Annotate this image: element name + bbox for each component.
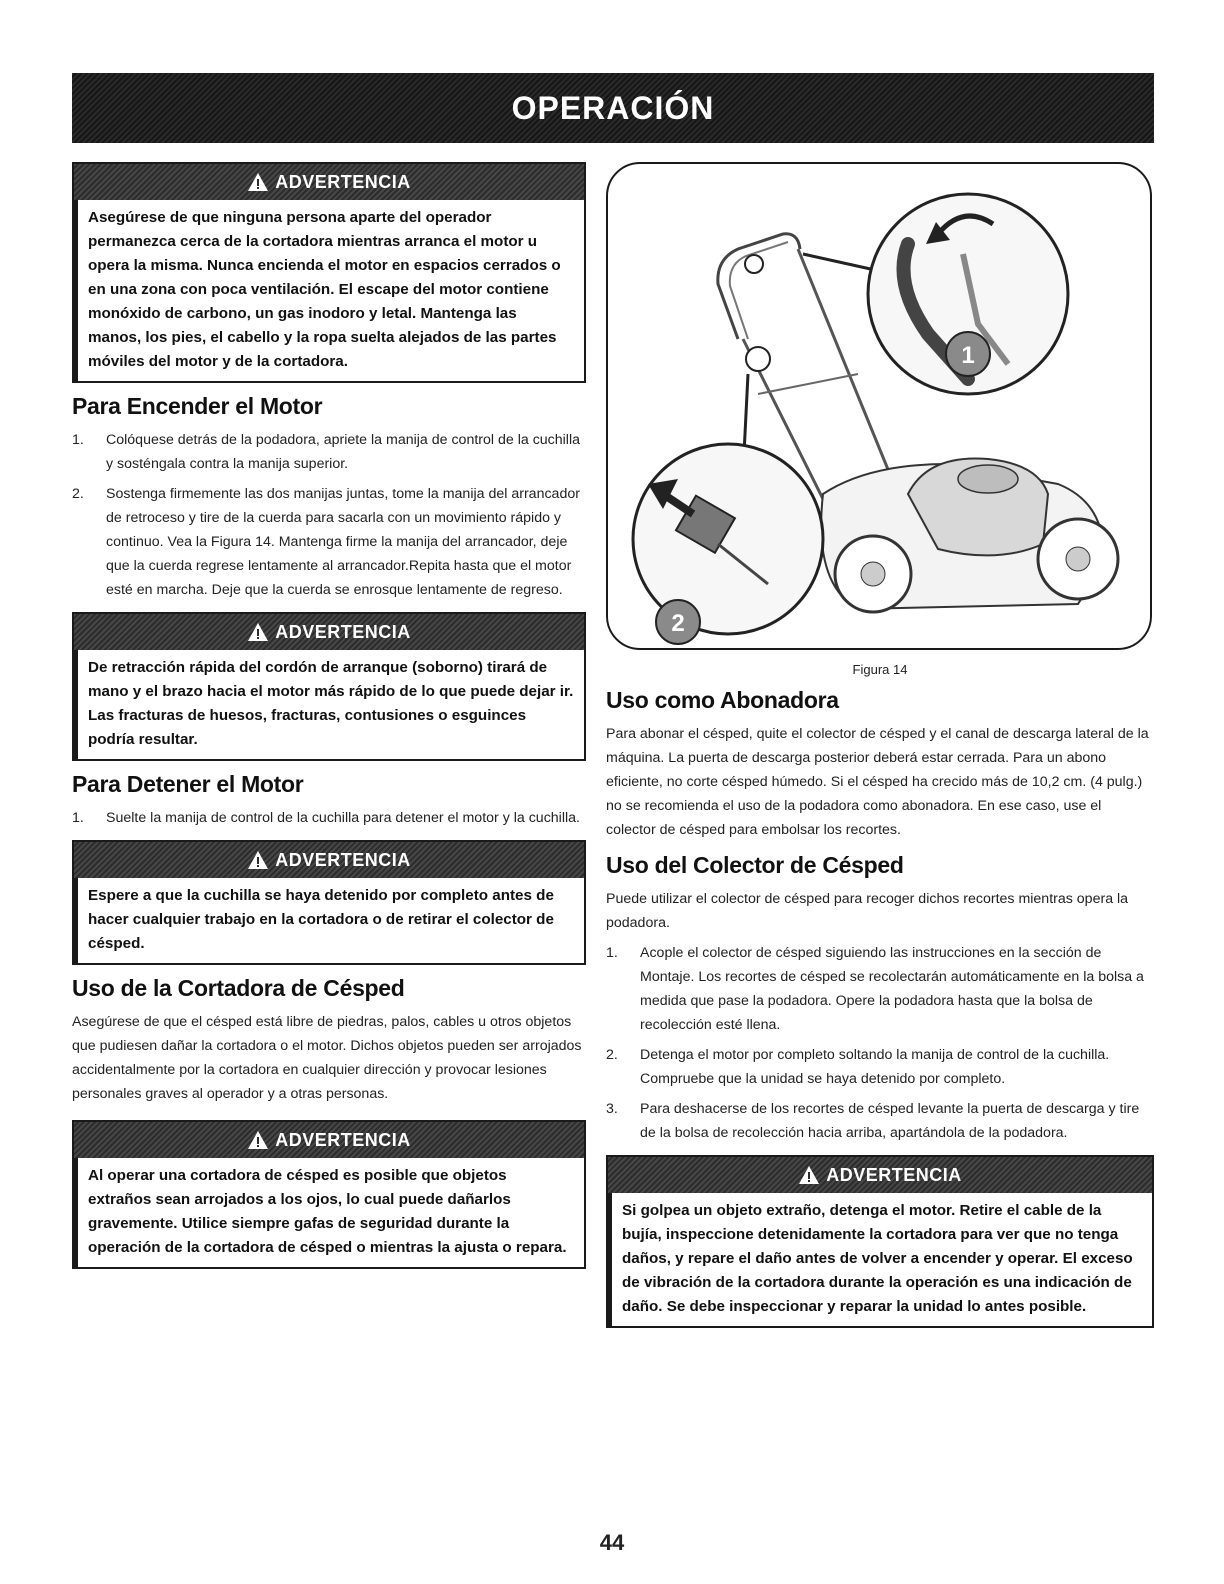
warning-label: ADVERTENCIA	[275, 621, 411, 642]
mulch-heading: Uso como Abonadora	[606, 687, 839, 713]
figure-caption: Figura 14	[852, 662, 908, 677]
bag-heading: Uso del Colector de Césped	[606, 852, 904, 878]
warning-label: ADVERTENCIA	[275, 849, 411, 870]
mulch-text: Para abonar el césped, quite el colector de césped y el canal de descarga lateral de la máquina. La puerta de descarga posterior deberá estar cerrada. Para un abono eficiente, no corte césped húmedo. Si el césped ha crecido más de 10,2 cm. (4 pulg.) no se recomienda el uso de la podadora como abonadora. En ese caso, use el colector de césped para embolsar los recortes.	[606, 726, 1149, 838]
step-number: 2.	[72, 486, 84, 502]
warning-box	[72, 1120, 586, 1269]
callout-number: 2	[671, 610, 685, 637]
warning-box	[606, 1155, 1154, 1328]
warning-triangle-icon	[247, 622, 269, 642]
warning-header	[74, 1122, 584, 1158]
warning-header	[74, 614, 584, 650]
stop-steps-list	[72, 806, 586, 830]
step-number: 1.	[72, 810, 84, 826]
warning-header	[74, 842, 584, 878]
list-item	[72, 428, 586, 476]
page-title: OPERACIÓN	[511, 89, 715, 126]
warning-text: Al operar una cortadora de césped es posible que objetos extraños sean arrojados a los ojos, lo cual puede dañarlos gravemente. Utilice siempre gafas de seguridad durante la operación de la cortadora de césped o mientras la ajusta o repara.	[72, 1158, 584, 1267]
warning-text: Asegúrese de que ninguna persona aparte del operador permanezca cerca de la cortadora mientras arranca el motor u opera la misma. Nunca encienda el motor en espacios cerrados o en una zona con poca ventilación. El escape del motor contiene monóxido de carbono, un gas inodoro y letal. Mantenga las manos, los pies, el cabello y la ropa suelta alejados de las partes móviles del motor y de la cortadora.	[72, 200, 584, 381]
list-item	[606, 1097, 1154, 1145]
step-number: 1.	[606, 945, 618, 961]
stop-engine-heading: Para Detener el Motor	[72, 771, 304, 797]
mower-illustration	[608, 164, 1152, 650]
warning-triangle-icon	[247, 850, 269, 870]
start-steps-list	[72, 428, 586, 602]
bag-steps-list	[606, 941, 1154, 1145]
step-text: Suelte la manija de control de la cuchilla para detener el motor y la cuchilla.	[106, 810, 580, 826]
warning-triangle-icon	[798, 1165, 820, 1185]
step-text: Para deshacerse de los recortes de césped levante la puerta de descarga y tire de la bolsa de recolección hacia arriba, apartándola de la podadora.	[640, 1101, 1140, 1141]
step-number: 1.	[72, 432, 84, 448]
bag-text: Puede utilizar el colector de césped para recoger dichos recortes mientras opera la podadora.	[606, 891, 1129, 931]
mower-use-text: Asegúrese de que el césped está libre de piedras, palos, cables u otros objetos que pudiesen dañar la cortadora o el motor. Dichos objetos pueden ser arrojados accidentalmente por la cortadora en cualquier dirección y provocar lesiones personales graves al operador y a otras personas.	[72, 1014, 582, 1102]
warning-label: ADVERTENCIA	[826, 1164, 962, 1185]
figure-14-illustration	[606, 162, 1152, 650]
warning-text: De retracción rápida del cordón de arranque (soborno) tirará de mano y el brazo hacia el motor más rápido de lo que puede dejar ir. Las fracturas de huesos, fracturas, contusiones o esguinces podría resultar.	[72, 650, 584, 759]
warning-box	[72, 162, 586, 383]
list-item	[606, 941, 1154, 1037]
start-engine-heading: Para Encender el Motor	[72, 393, 323, 419]
callout-number: 1	[961, 342, 975, 369]
list-item	[606, 1043, 1154, 1091]
mower-use-heading: Uso de la Cortadora de Césped	[72, 975, 405, 1001]
step-text: Colóquese detrás de la podadora, apriete la manija de control de la cuchilla y sosténgala contra la manija superior.	[106, 432, 581, 472]
page-number: 44	[599, 1530, 625, 1555]
warning-box	[72, 612, 586, 761]
step-number: 3.	[606, 1101, 618, 1117]
right-column	[606, 162, 1154, 1328]
list-item	[72, 482, 586, 602]
warning-box	[72, 840, 586, 965]
section-banner	[72, 73, 1154, 143]
warning-triangle-icon	[247, 1130, 269, 1150]
warning-label: ADVERTENCIA	[275, 171, 411, 192]
step-text: Sostenga firmemente las dos manijas juntas, tome la manija del arrancador de retroceso y tire de la cuerda para sacarla con un movimiento rápido y continuo. Vea la Figura 14. Mantenga firme la manija del arrancador, deje que la cuerda regrese lentamente al arrancador.Repita hasta que el motor esté en marcha. Deje que la cuerda se enrosque lentamente de regreso.	[106, 486, 580, 598]
warning-header	[608, 1157, 1152, 1193]
warning-header	[74, 164, 584, 200]
step-number: 2.	[606, 1047, 618, 1063]
left-column	[72, 162, 586, 1269]
warning-text: Espere a que la cuchilla se haya detenido por completo antes de hacer cualquier trabajo en la cortadora o de retirar el colector de césped.	[72, 878, 584, 963]
warning-triangle-icon	[247, 172, 269, 192]
warning-label: ADVERTENCIA	[275, 1129, 411, 1150]
step-text: Detenga el motor por completo soltando la manija de control de la cuchilla. Compruebe que la unidad se haya detenido por completo.	[640, 1047, 1110, 1087]
warning-text: Si golpea un objeto extraño, detenga el motor. Retire el cable de la bujía, inspeccione detenidamente la cortadora para ver que no tenga daños, y repare el daño antes de volver a encender y operar. El exceso de vibración de la cortadora durante la operación es una indicación de daño. Se debe inspeccionar y reparar la unidad lo antes posible.	[606, 1193, 1152, 1326]
step-text: Acople el colector de césped siguiendo las instrucciones en la sección de Montaje. Los recortes de césped se recolectarán automáticamente en la bolsa a medida que pase la podadora. Opere la podadora hasta que la bolsa de recolección esté llena.	[640, 945, 1144, 1033]
list-item	[72, 806, 586, 830]
